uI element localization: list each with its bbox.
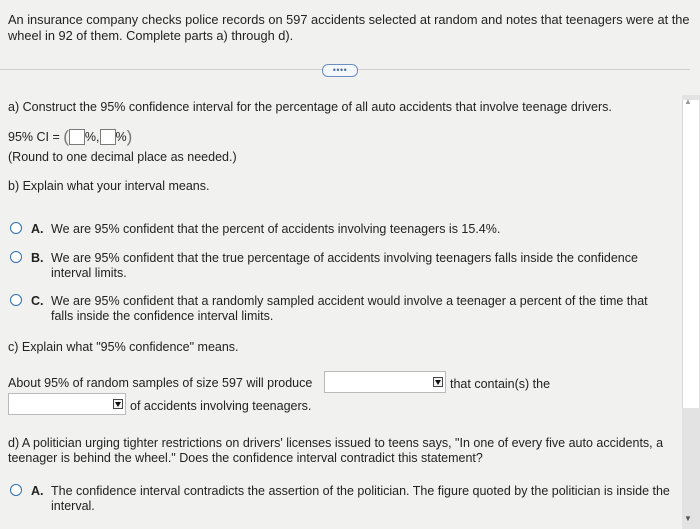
radio-b-c[interactable] [10, 294, 22, 306]
round-note: (Round to one decimal place as needed.) [8, 150, 237, 164]
open-paren: ( [63, 127, 69, 146]
dropdown-arrow-icon[interactable] [433, 377, 443, 387]
scroll-down-arrow-icon[interactable]: ▼ [684, 514, 692, 523]
radio-b-a[interactable] [10, 222, 22, 234]
percent-sign-lower: % [84, 130, 97, 144]
contains-dropdown[interactable] [8, 393, 126, 415]
ci-answer-row [8, 127, 132, 145]
part-a-prompt: a) Construct the 95% confidence interval for the percentage of all auto accidents that involve teenage drivers. [8, 100, 612, 114]
ci-lower-input[interactable] [69, 129, 85, 145]
ci-upper-input[interactable] [100, 129, 116, 145]
option-letter: C. [31, 294, 44, 308]
problem-statement: An insurance company checks police records on 597 accidents selected at random and notes that teenagers were at the wheel in 92 of them. Complete parts a) through d). [8, 12, 690, 43]
ci-label: 95% CI = [8, 130, 60, 144]
option-text: We are 95% confident that the percent of accidents involving teenagers is 15.4%. [51, 222, 501, 236]
part-c-sentence-mid: that contain(s) the [450, 377, 551, 391]
option-text: The confidence interval contradicts the assertion of the politician. The figure quoted by the politician is inside the interval. [51, 484, 670, 513]
option-text: We are 95% confident that the true percentage of accidents involving teenagers falls inside the confidence interval limits. [51, 251, 638, 280]
scroll-up-arrow-icon[interactable]: ▲ [684, 97, 692, 106]
radio-d-a[interactable] [10, 484, 22, 496]
part-c-prompt: c) Explain what "95% confidence" means. [8, 340, 239, 354]
option-letter: A. [31, 484, 44, 498]
percent-sign-upper: % [115, 130, 127, 144]
scrollbar-thumb[interactable] [682, 100, 699, 408]
produce-dropdown[interactable] [324, 371, 446, 393]
part-c-sentence-start: About 95% of random samples of size 597 will produce [8, 376, 313, 390]
radio-b-b[interactable] [10, 251, 22, 263]
comma: , [96, 130, 100, 144]
part-d-prompt: d) A politician urging tighter restrictions on drivers' licenses issued to teens says, "In one of every five auto accidents, a teenager is behind the wheel." Does the confidence interval contradict this statement? [8, 436, 664, 465]
more-instructions-button[interactable]: •••• [322, 64, 358, 77]
close-paren: ) [126, 127, 133, 146]
option-letter: B. [31, 251, 44, 265]
option-text: We are 95% confident that a randomly sampled accident would involve a teenager a percent of the time that falls inside the confidence interval limits. [51, 294, 648, 323]
dropdown-arrow-icon[interactable] [113, 399, 123, 409]
option-letter: A. [31, 222, 44, 236]
part-c-sentence-end: of accidents involving teenagers. [130, 399, 312, 413]
part-b-prompt: b) Explain what your interval means. [8, 179, 210, 193]
